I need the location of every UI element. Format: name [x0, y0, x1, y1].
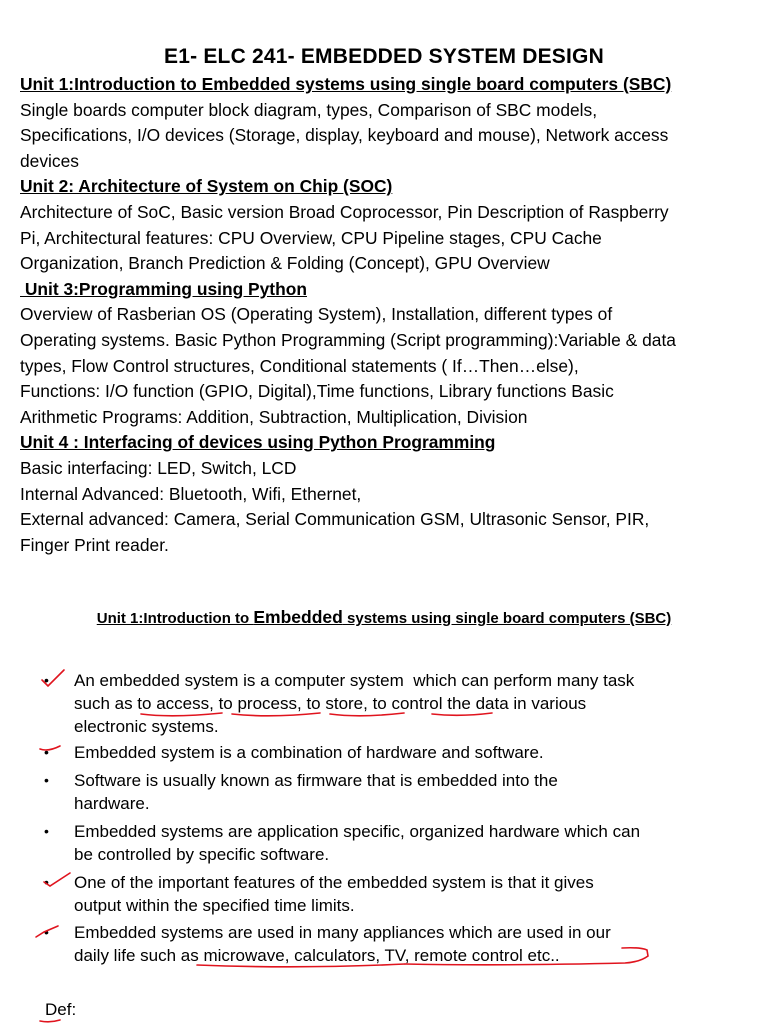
bullet-dot: •: [44, 672, 49, 688]
syllabus-line: Arithmetic Programs: Addition, Subtraction, Multiplication, Division: [20, 406, 528, 427]
list-item-line: hardware.: [74, 794, 150, 813]
syllabus-line: Overview of Rasberian OS (Operating System), Installation, different types of: [20, 304, 613, 325]
syllabus-line: types, Flow Control structures, Conditional statements ( If…Then…else),: [20, 355, 579, 376]
syllabus-line: Architecture of SoC, Basic version Broad Coprocessor, Pin Description of Raspberry: [20, 201, 669, 222]
page-title: E1- ELC 241- EMBEDDED SYSTEM DESIGN: [164, 45, 604, 68]
list-item-line: Embedded systems are application specific, organized hardware which can: [74, 822, 641, 841]
syllabus-line: Internal Advanced: Bluetooth, Wifi, Ethernet,: [20, 483, 362, 504]
syllabus-line: Pi, Architectural features: CPU Overview, CPU Pipeline stages, CPU Cache: [20, 227, 602, 248]
syllabus-line: devices: [20, 150, 79, 171]
list-item-line: electronic systems.: [74, 717, 219, 736]
list-item-line: An embedded system is a computer system which can perform many task: [74, 671, 635, 690]
syllabus-line: Operating systems. Basic Python Programming (Script programming):Variable & data: [20, 329, 676, 350]
syllabus-line: External advanced: Camera, Serial Communication GSM, Ultrasonic Sensor, PIR,: [20, 509, 650, 530]
bullet-dot: •: [44, 924, 49, 940]
list-item-line: such as to access, to process, to store, to control the data in various: [74, 694, 587, 713]
bullet-dot: •: [44, 744, 49, 760]
list-item-line: Embedded system is a combination of hardware and software.: [74, 743, 544, 762]
syllabus-line: Single boards computer block diagram, types, Comparison of SBC models,: [20, 99, 598, 120]
syllabus-line: Organization, Branch Prediction & Folding (Concept), GPU Overview: [20, 253, 550, 274]
unit-heading: Unit 4 : Interfacing of devices using Python Programming: [20, 432, 496, 453]
unit-heading: Unit 1:Introduction to Embedded systems using single board computers (SBC): [20, 74, 672, 94]
section-heading-part: systems using single board computers (SBC): [342, 610, 672, 627]
bullet-dot: •: [44, 823, 49, 839]
section-heading-emphasis: Embedded: [253, 607, 343, 627]
bullet-dot: •: [44, 874, 49, 890]
bullet-dot: •: [44, 772, 49, 788]
unit-heading: Unit 2: Architecture of System on Chip (SOC): [20, 176, 393, 197]
section-heading-part: Unit 1:Introduction to: [96, 610, 254, 627]
unit-heading: Unit 3:Programming using Python: [20, 278, 307, 299]
syllabus-line: Specifications, I/O devices (Storage, display, keyboard and mouse), Network access: [20, 125, 669, 146]
list-item-line: One of the important features of the embedded system is that it gives: [74, 873, 594, 892]
syllabus-line: Basic interfacing: LED, Switch, LCD: [20, 457, 297, 478]
list-item-line: output within the specified time limits.: [74, 896, 355, 915]
list-item-line: daily life such as microwave, calculators, TV, remote control etc..: [74, 946, 560, 965]
syllabus-line: Finger Print reader.: [20, 534, 169, 555]
list-item-line: be controlled by specific software.: [74, 845, 330, 864]
definition-label: Def:: [45, 1000, 77, 1019]
syllabus-line: Functions: I/O function (GPIO, Digital),Time functions, Library functions Basic: [20, 381, 614, 402]
list-item-line: Embedded systems are used in many appliances which are used in our: [74, 923, 611, 942]
list-item-line: Software is usually known as firmware that is embedded into the: [74, 771, 558, 790]
